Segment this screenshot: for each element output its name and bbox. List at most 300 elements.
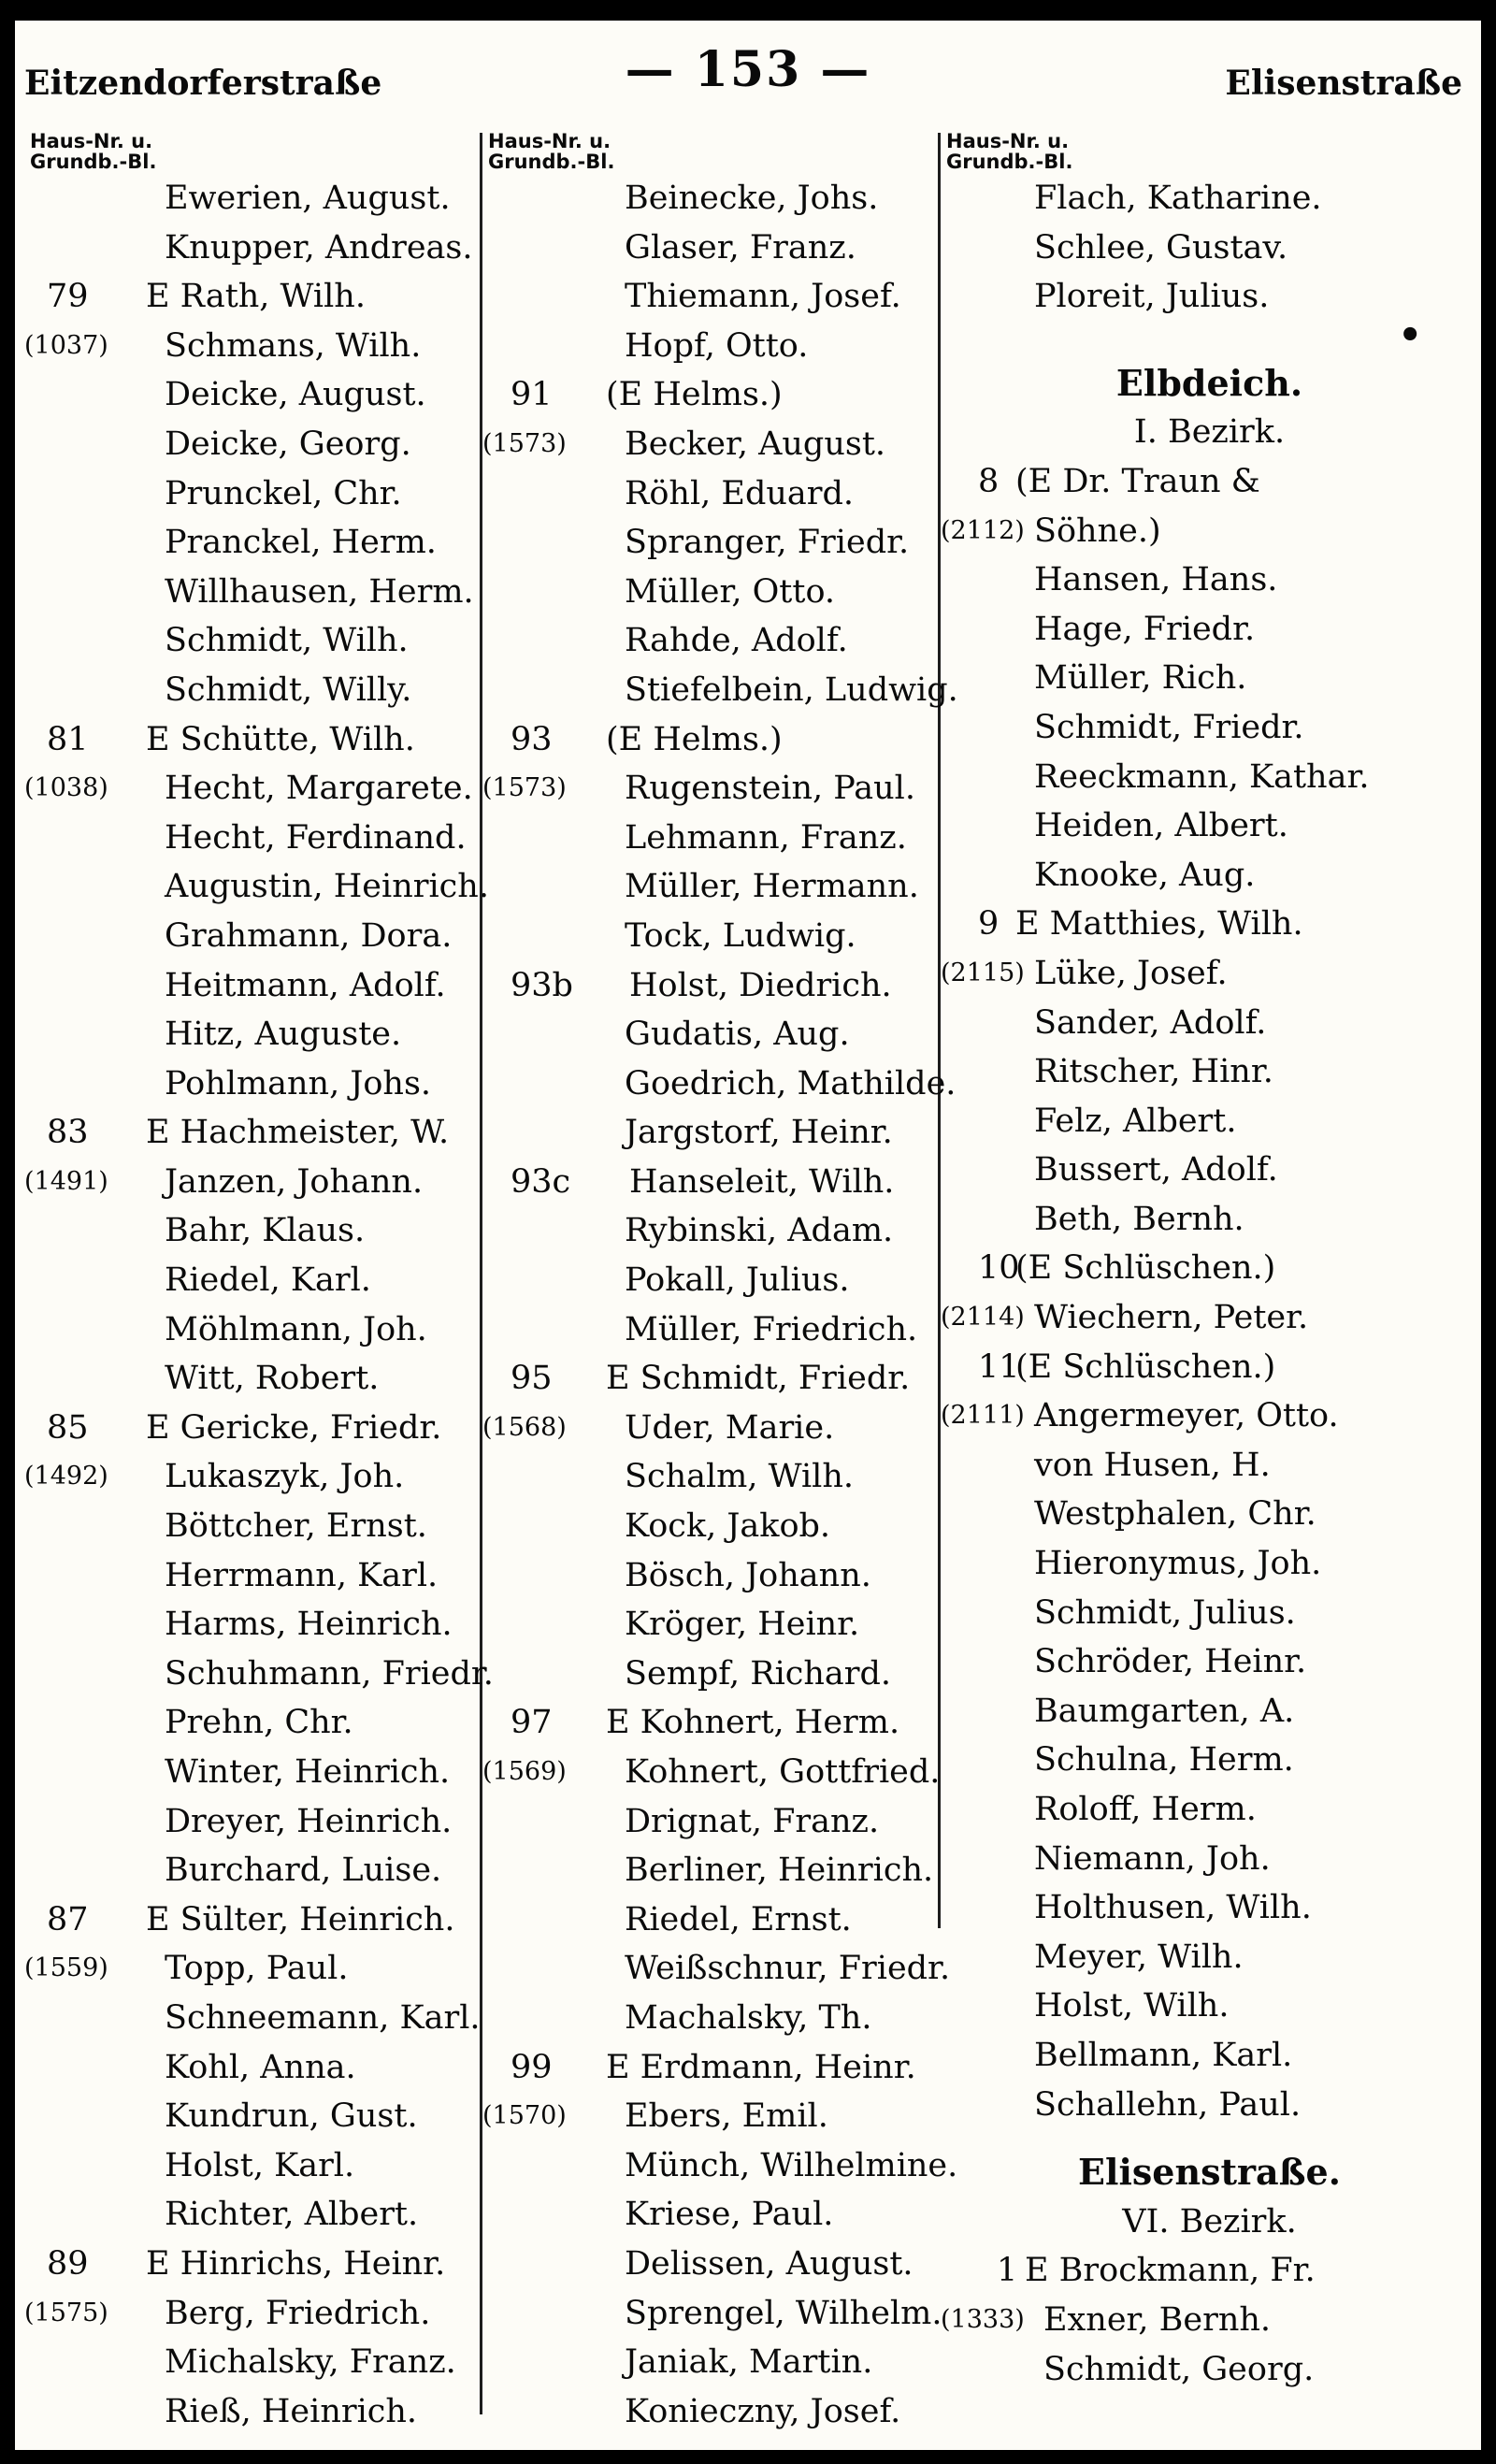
resident-name: Münch, Wilhelmine.	[625, 2146, 958, 2184]
list-item	[941, 1785, 1478, 1835]
list-item	[482, 1944, 951, 1994]
land-register-number: (1570)	[482, 2101, 567, 2131]
resident-name: Willhausen, Herm.	[165, 572, 474, 611]
resident-name: E Kohnert, Herm.	[606, 1704, 900, 1742]
list-item	[24, 1748, 496, 1797]
section-district: VI. Bezirk.	[1122, 2202, 1297, 2241]
resident-name: Holthusen, Wilh.	[1034, 1889, 1312, 1927]
list-item	[482, 2190, 948, 2240]
resident-name: Exner, Bernh.	[1043, 2300, 1272, 2339]
list-item	[941, 1589, 1478, 1638]
resident-name: Kriese, Paul.	[625, 2196, 834, 2234]
column-1	[24, 131, 496, 2431]
list-item	[482, 174, 948, 223]
list-item	[941, 801, 1478, 851]
resident-name: Kundrun, Gust.	[165, 2097, 418, 2136]
list-item	[24, 1502, 496, 1551]
resident-name: Rahde, Adolf.	[625, 622, 848, 660]
resident-name: Richter, Albert.	[165, 2196, 419, 2234]
resident-name: Hecht, Ferdinand.	[165, 818, 467, 857]
list-item	[941, 1195, 1478, 1245]
list-item	[482, 1994, 948, 2043]
resident-name: Jargstorf, Heinr.	[625, 1114, 893, 1152]
list-item	[941, 1441, 1478, 1491]
list-item	[24, 862, 496, 912]
resident-name: Lüke, Josef.	[1034, 954, 1228, 992]
list-item	[941, 2345, 1478, 2395]
list-item	[24, 174, 496, 223]
list-item	[941, 2246, 1478, 2296]
list-item	[482, 223, 948, 273]
resident-name: Bahr, Klaus.	[165, 1212, 366, 1250]
resident-name: Riedel, Karl.	[165, 1261, 371, 1300]
resident-name: Tock, Ludwig.	[625, 916, 856, 955]
land-register-number: (1333)	[941, 2304, 1025, 2334]
resident-name: Prunckel, Chr.	[165, 474, 402, 512]
list-item	[24, 1944, 496, 1994]
resident-name: Baumgarten, A.	[1034, 1692, 1295, 1730]
list-item	[482, 2338, 948, 2387]
land-register-number: (1491)	[24, 1166, 108, 1196]
resident-name: Müller, Rich.	[1034, 659, 1247, 698]
list-item	[482, 1600, 948, 1650]
list-item	[24, 2387, 496, 2437]
resident-name: Westphalen, Chr.	[1034, 1495, 1316, 1534]
list-item	[482, 1452, 948, 1502]
resident-name: Angermeyer, Otto.	[1034, 1397, 1339, 1435]
decorative-dot: •	[1398, 312, 1422, 357]
list-item	[24, 322, 496, 371]
list-item	[24, 2240, 496, 2289]
resident-name: Bösch, Johann.	[625, 1556, 871, 1594]
resident-list	[24, 174, 496, 2436]
resident-name: E Schütte, Wilh.	[146, 720, 415, 758]
resident-name: Delissen, August.	[625, 2244, 913, 2283]
list-item	[941, 1981, 1478, 2031]
house-number: 9	[978, 905, 1000, 944]
resident-name: E Schmidt, Friedr.	[606, 1360, 911, 1398]
list-item	[24, 1452, 496, 1502]
list-item	[941, 1883, 1478, 1933]
list-item	[482, 1551, 948, 1601]
resident-name: Witt, Robert.	[165, 1360, 380, 1398]
list-item	[24, 1650, 496, 1699]
list-item	[941, 949, 1478, 999]
list-item	[482, 469, 948, 519]
resident-name: Deicke, August.	[165, 376, 426, 414]
resident-name: Schmidt, Georg.	[1043, 2350, 1315, 2388]
header-street-left: Eitzendorferstraße	[24, 64, 382, 103]
resident-name: Winter, Heinrich.	[165, 1753, 451, 1791]
resident-name: Ritscher, Hinr.	[1034, 1053, 1273, 1091]
list-item	[482, 961, 948, 1011]
resident-name: Lehmann, Franz.	[625, 818, 907, 857]
list-item	[482, 272, 948, 322]
house-number: 87	[47, 1900, 89, 1938]
resident-name: Kröger, Heinr.	[625, 1606, 860, 1644]
list-item	[941, 605, 1478, 655]
list-item	[24, 469, 496, 519]
list-item	[24, 1698, 496, 1748]
list-item	[941, 507, 1478, 556]
list-item	[941, 223, 1478, 273]
resident-name: Möhlmann, Joh.	[165, 1310, 427, 1348]
list-item	[941, 1343, 1478, 1392]
resident-name: Michalsky, Franz.	[165, 2343, 456, 2382]
house-number: 99	[511, 2048, 553, 2086]
land-register-number: (1559)	[24, 1953, 108, 1983]
resident-name: Hecht, Margarete.	[165, 770, 473, 808]
resident-name: Herrmann, Karl.	[165, 1556, 439, 1594]
resident-name: Schmidt, Wilh.	[165, 622, 409, 660]
list-item	[482, 912, 948, 961]
house-number: 91	[511, 376, 553, 414]
column-header: Haus-Nr. u. Grundb.-Bl.	[946, 130, 1073, 173]
resident-name: Söhne.)	[1034, 512, 1161, 550]
resident-name: Pohlmann, Johs.	[165, 1064, 432, 1102]
list-item	[941, 900, 1478, 949]
list-item	[24, 666, 496, 715]
resident-name: (E Schlüschen.)	[1015, 1249, 1276, 1288]
resident-name: Bellmann, Karl.	[1034, 2036, 1293, 2074]
land-register-number: (1038)	[24, 773, 108, 803]
list-item	[24, 1256, 496, 1305]
list-item	[941, 1490, 1478, 1539]
list-item	[24, 1895, 496, 1945]
list-item	[941, 1146, 1478, 1195]
land-register-number: (1037)	[24, 330, 108, 360]
house-number: 93b	[511, 966, 573, 1004]
list-item	[482, 2289, 948, 2339]
resident-name: Becker, August.	[625, 425, 886, 463]
resident-name: Hanseleit, Wilh.	[629, 1162, 895, 1201]
list-item	[482, 1895, 948, 1945]
resident-name: Drignat, Franz.	[625, 1802, 880, 1840]
resident-name: Rybinski, Adam.	[625, 1212, 894, 1250]
list-item	[24, 1108, 496, 1158]
resident-name: E Brockmann, Fr.	[1025, 2252, 1316, 2290]
resident-name: Uder, Marie.	[625, 1408, 835, 1447]
column-header: Haus-Nr. u. Grundb.-Bl.	[488, 130, 615, 173]
resident-name: von Husen, H.	[1034, 1446, 1271, 1484]
list-item	[941, 753, 1478, 802]
list-item	[24, 912, 496, 961]
list-item	[941, 1391, 1478, 1441]
list-item	[482, 862, 948, 912]
list-item	[941, 2296, 1478, 2345]
resident-name: Grahmann, Dora.	[165, 916, 453, 955]
resident-name: (E Schlüschen.)	[1015, 1347, 1276, 1386]
resident-name: Hieronymus, Joh.	[1034, 1545, 1322, 1583]
resident-name: E Sülter, Heinrich.	[146, 1900, 455, 1938]
land-register-number: (1573)	[482, 773, 567, 803]
resident-name: Schlee, Gustav.	[1034, 228, 1288, 267]
list-item	[24, 223, 496, 273]
list-item	[941, 272, 1478, 322]
house-number: 97	[511, 1704, 553, 1742]
page-header	[15, 41, 1481, 107]
list-item	[941, 1933, 1478, 1982]
list-item	[482, 715, 948, 765]
list-item	[482, 1206, 948, 1256]
resident-name: Ploreit, Julius.	[1034, 278, 1270, 316]
list-item	[482, 814, 948, 863]
resident-name: Meyer, Wilh.	[1034, 1938, 1244, 1976]
list-item	[482, 1846, 948, 1895]
house-number: 8	[978, 462, 1000, 500]
resident-name: Kohnert, Gottfried.	[625, 1753, 941, 1791]
resident-name: E Matthies, Wilh.	[1015, 905, 1303, 944]
resident-name: E Hinrichs, Heinr.	[146, 2244, 446, 2283]
resident-name: (E Helms.)	[606, 376, 783, 414]
list-item	[24, 518, 496, 568]
resident-list	[941, 2246, 1478, 2394]
resident-name: Ebers, Emil.	[625, 2097, 828, 2136]
column-2	[482, 130, 958, 2431]
resident-name: E Erdmann, Heinr.	[606, 2048, 916, 2086]
column-header: Haus-Nr. u. Grundb.-Bl.	[30, 130, 157, 173]
resident-name: Goedrich, Mathilde.	[625, 1064, 957, 1102]
list-item	[24, 272, 496, 322]
house-number: 81	[47, 720, 89, 758]
list-item	[24, 420, 496, 469]
resident-name: Roloff, Herm.	[1034, 1791, 1257, 1828]
resident-name: Heitmann, Adolf.	[165, 966, 446, 1004]
list-item	[24, 616, 496, 666]
resident-name: Konieczny, Josef.	[625, 2392, 901, 2430]
resident-name: Knupper, Andreas.	[165, 228, 473, 267]
resident-name: Stiefelbein, Ludwig.	[625, 670, 958, 709]
list-item	[482, 2387, 948, 2437]
resident-name: E Gericke, Friedr.	[146, 1408, 442, 1447]
house-number: 83	[47, 1114, 89, 1152]
resident-name: Beinecke, Johs.	[625, 180, 879, 217]
list-item	[24, 1158, 496, 1207]
list-item	[941, 999, 1478, 1048]
list-item	[941, 457, 1478, 507]
list-item	[941, 1687, 1478, 1736]
resident-name: Augustin, Heinrich.	[165, 868, 489, 906]
list-item	[941, 1835, 1478, 1884]
list-item	[482, 1108, 948, 1158]
resident-name: Schulna, Herm.	[1034, 1741, 1294, 1780]
list-item	[24, 568, 496, 617]
list-item	[941, 1539, 1478, 1589]
list-item	[482, 1010, 948, 1059]
list-item	[24, 2190, 496, 2240]
house-number: 93	[511, 720, 553, 758]
resident-name: Pokall, Julius.	[625, 1261, 850, 1300]
resident-name: Wiechern, Peter.	[1034, 1299, 1309, 1337]
resident-name: Beth, Bernh.	[1034, 1200, 1244, 1238]
resident-name: Schröder, Heinr.	[1034, 1643, 1307, 1681]
resident-name: Thiemann, Josef.	[625, 278, 901, 316]
resident-name: Holst, Karl.	[165, 2146, 355, 2184]
resident-name: Kohl, Anna.	[165, 2048, 356, 2086]
resident-name: Müller, Hermann.	[625, 868, 919, 906]
resident-name: Berliner, Heinrich.	[625, 1852, 934, 1890]
land-register-number: (2111)	[941, 1401, 1025, 1431]
header-street-right: Elisenstraße	[1225, 64, 1462, 103]
list-item	[482, 1748, 948, 1797]
resident-list	[482, 174, 958, 2436]
section-district: I. Bezirk.	[1133, 413, 1286, 452]
list-item	[482, 370, 948, 420]
resident-name: (E Dr. Traun &	[1015, 462, 1260, 500]
resident-name: Schuhmann, Friedr.	[165, 1654, 494, 1693]
house-number: 89	[47, 2244, 89, 2283]
resident-name: Topp, Paul.	[165, 1950, 349, 1988]
list-item	[24, 764, 496, 814]
house-number: 79	[47, 278, 89, 316]
resident-name: Schmans, Wilh.	[165, 326, 422, 365]
list-item	[482, 1404, 948, 1453]
resident-name: Dreyer, Heinrich.	[165, 1802, 453, 1840]
resident-name: Rugenstein, Paul.	[625, 770, 915, 808]
list-item	[24, 1600, 496, 1650]
resident-name: E Hachmeister, W.	[146, 1114, 450, 1152]
resident-name: Bussert, Adolf.	[1034, 1151, 1278, 1189]
resident-name: Reeckmann, Kathar.	[1034, 757, 1370, 796]
list-item	[941, 1637, 1478, 1687]
list-item	[941, 2031, 1478, 2081]
list-item	[941, 1047, 1478, 1097]
resident-name: Schmidt, Julius.	[1034, 1593, 1296, 1632]
house-number: 95	[511, 1360, 553, 1398]
list-item	[941, 654, 1478, 703]
list-item	[482, 666, 958, 715]
list-item	[941, 1736, 1478, 1785]
list-item	[24, 370, 496, 420]
house-number: 10	[978, 1249, 1020, 1288]
resident-list	[941, 174, 1478, 322]
resident-name: Holst, Wilh.	[1034, 1987, 1230, 2025]
resident-name: Böttcher, Ernst.	[165, 1507, 427, 1546]
resident-name: Hitz, Auguste.	[165, 1016, 402, 1054]
resident-name: Rieß, Heinrich.	[165, 2392, 418, 2430]
list-item	[24, 1010, 496, 1059]
list-item	[24, 1797, 496, 1847]
house-number: 85	[47, 1408, 89, 1447]
list-item	[482, 1158, 948, 1207]
resident-name: Riedel, Ernst.	[625, 1900, 852, 1938]
list-item	[24, 1059, 496, 1109]
resident-name: Sander, Adolf.	[1034, 1003, 1267, 1042]
list-item	[24, 2092, 496, 2141]
resident-name: Weißschnur, Friedr.	[625, 1950, 951, 1988]
resident-name: Prehn, Chr.	[165, 1704, 353, 1742]
section-title: Elisenstraße.	[1078, 2151, 1341, 2194]
list-item	[941, 2081, 1478, 2130]
house-number: 93c	[511, 1162, 571, 1201]
list-item	[941, 1293, 1478, 1343]
list-item	[24, 1206, 496, 1256]
resident-name: Niemann, Joh.	[1034, 1839, 1271, 1878]
page-number: — 153 —	[625, 41, 871, 98]
list-item	[482, 518, 948, 568]
list-item	[482, 1502, 948, 1551]
resident-name: Müller, Otto.	[625, 572, 836, 611]
resident-name: Flach, Katharine.	[1034, 180, 1322, 217]
resident-name: Lukaszyk, Joh.	[165, 1458, 405, 1496]
resident-name: Burchard, Luise.	[165, 1852, 442, 1890]
resident-name: Gudatis, Aug.	[625, 1016, 850, 1054]
land-register-number: (2114)	[941, 1303, 1025, 1333]
list-item	[482, 1698, 948, 1748]
land-register-number: (1569)	[482, 1757, 567, 1786]
resident-name: Janzen, Johann.	[165, 1162, 424, 1201]
list-item	[482, 322, 948, 371]
list-item	[941, 851, 1478, 901]
list-item	[482, 568, 948, 617]
resident-name: Machalsky, Th.	[625, 1998, 872, 2037]
list-item	[24, 1354, 496, 1404]
resident-name: Schallehn, Paul.	[1034, 2085, 1302, 2124]
list-item	[24, 1551, 496, 1601]
list-item	[24, 814, 496, 863]
resident-name: Schalm, Wilh.	[625, 1458, 855, 1496]
list-item	[24, 1846, 496, 1895]
resident-name: Schneemann, Karl.	[165, 1998, 481, 2037]
land-register-number: (1492)	[24, 1462, 108, 1491]
land-register-number: (1575)	[24, 2298, 108, 2327]
resident-name: Deicke, Georg.	[165, 425, 411, 463]
list-item	[941, 1244, 1478, 1293]
land-register-number: (1573)	[482, 428, 567, 458]
list-item	[482, 2141, 958, 2191]
resident-name: Müller, Friedrich.	[625, 1310, 918, 1348]
list-item	[941, 555, 1478, 605]
list-item	[24, 1305, 496, 1355]
directory-page	[15, 21, 1481, 2450]
resident-name: Sprengel, Wilhelm.	[625, 2294, 942, 2332]
resident-name: Ewerien, August.	[165, 180, 451, 217]
resident-name: (E Helms.)	[606, 720, 783, 758]
column-3	[941, 131, 1478, 2431]
resident-name: Harms, Heinrich.	[165, 1606, 453, 1644]
list-item	[24, 715, 496, 765]
land-register-number: (2115)	[941, 958, 1025, 987]
list-item	[24, 2141, 496, 2191]
list-item	[24, 2043, 496, 2093]
list-item	[24, 2289, 496, 2339]
resident-name: E Rath, Wilh.	[146, 278, 366, 316]
resident-name: Sempf, Richard.	[625, 1654, 892, 1693]
resident-name: Heiden, Albert.	[1034, 807, 1288, 845]
list-item	[482, 1354, 948, 1404]
list-item	[482, 420, 948, 469]
resident-name: Spranger, Friedr.	[625, 524, 910, 562]
house-number: 1	[997, 2252, 1018, 2290]
list-item	[24, 961, 496, 1011]
resident-name: Kock, Jakob.	[625, 1507, 831, 1546]
list-item	[482, 2043, 948, 2093]
list-item	[482, 764, 948, 814]
list-item	[482, 1305, 948, 1355]
list-item	[482, 2092, 948, 2141]
list-item	[482, 1059, 957, 1109]
resident-name: Röhl, Eduard.	[625, 474, 855, 512]
resident-name: Felz, Albert.	[1034, 1102, 1237, 1140]
resident-name: Knooke, Aug.	[1034, 856, 1256, 894]
resident-name: Glaser, Franz.	[625, 228, 856, 267]
land-register-number: (1568)	[482, 1412, 567, 1442]
resident-name: Hage, Friedr.	[1034, 610, 1256, 648]
land-register-number: (2112)	[941, 515, 1025, 545]
resident-name: Schmidt, Willy.	[165, 670, 412, 709]
resident-name: Schmidt, Friedr.	[1034, 708, 1304, 746]
list-item	[482, 2240, 948, 2289]
